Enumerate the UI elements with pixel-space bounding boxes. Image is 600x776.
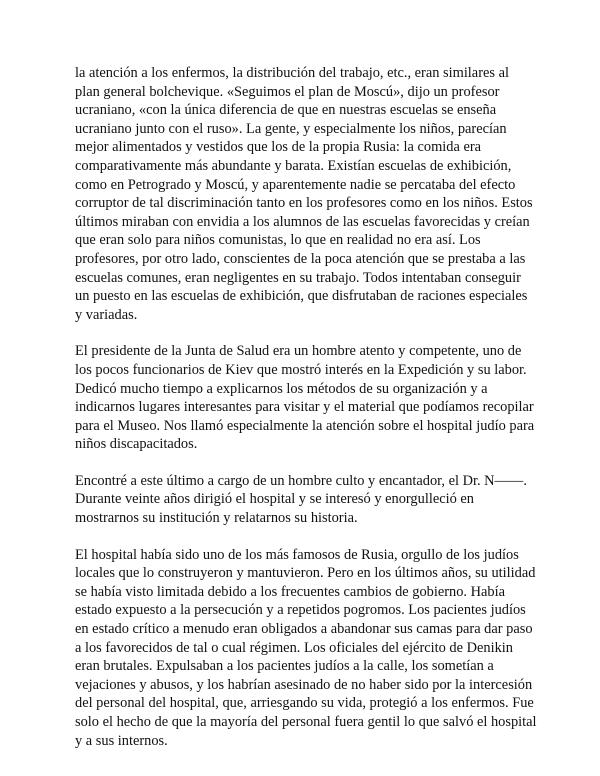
paragraph-4: El hospital había sido uno de los más famosos de Rusia, orgullo de los judíos locales que lo construyeron y mantuvieron. Pero en los últimos años, su utilidad se había visto limitada debido a los frecuentes cambios de gobierno. Había estado expuesto a la persecución y a repetidos pogromos. Los pacientes judíos en estado crítico a menudo eran obligados a abandonar sus camas para dar paso a los favorecidos de tal o cual régimen. Los oficiales del ejército de Denikin eran brutales. Expulsaban a los pacientes judíos a la calle, los sometían a vejaciones y abusos, y los habrían asesinado de no haber sido por la intercesión del personal del hospital, que, arriesgando su vida, protegió a los enfermos. Fue solo el hecho de que la mayoría del personal fuera gentil lo que salvó el hospital y a sus internos. xyxy=(75,546,537,749)
page-body xyxy=(75,64,537,768)
paragraph-1: la atención a los enfermos, la distribución del trabajo, etc., eran similares al plan general bolchevique. «Seguimos el plan de Moscú», dijo un profesor ucraniano, «con la única diferencia de que en nuestras escuelas se enseña ucraniano junto con el ruso». La gente, y especialmente los niños, parecían mejor alimentados y vestidos que los de la propia Rusia: la comida era comparativamente más abundante y barata. Existían escuelas de exhibición, como en Petrogrado y Moscú, y aparentemente nadie se percataba del efecto corruptor de tal discriminación tanto en los profesores como en los niños. Estos últimos miraban con envidia a los alumnos de las escuelas favorecidas y creían que eran solo para niños comunistas, lo que en realidad no era así. Los profesores, por otro lado, conscientes de la poca atención que se prestaba a las escuelas comunes, eran negligentes en su trabajo. Todos intentaban conseguir un puesto en las escuelas de exhibición, que disfrutaban de raciones especiales y variadas. xyxy=(75,65,533,323)
paragraph-3: Encontré a este último a cargo de un hombre culto y encantador, el Dr. N——. Durante veinte años dirigió el hospital y se interesó y enorgulleció en mostrarnos su institución y relatarnos su historia. xyxy=(75,472,527,527)
paragraph-2: El presidente de la Junta de Salud era un hombre atento y competente, uno de los pocos funcionarios de Kiev que mostró interés en la Expedición y su labor. Dedicó mucho tiempo a explicarnos los métodos de su organización y a indicarnos lugares interesantes para visitar y el material que podíamos recopilar para el Museo. Nos llamó especialmente la atención sobre el hospital judío para niños discapacitados. xyxy=(75,343,535,453)
